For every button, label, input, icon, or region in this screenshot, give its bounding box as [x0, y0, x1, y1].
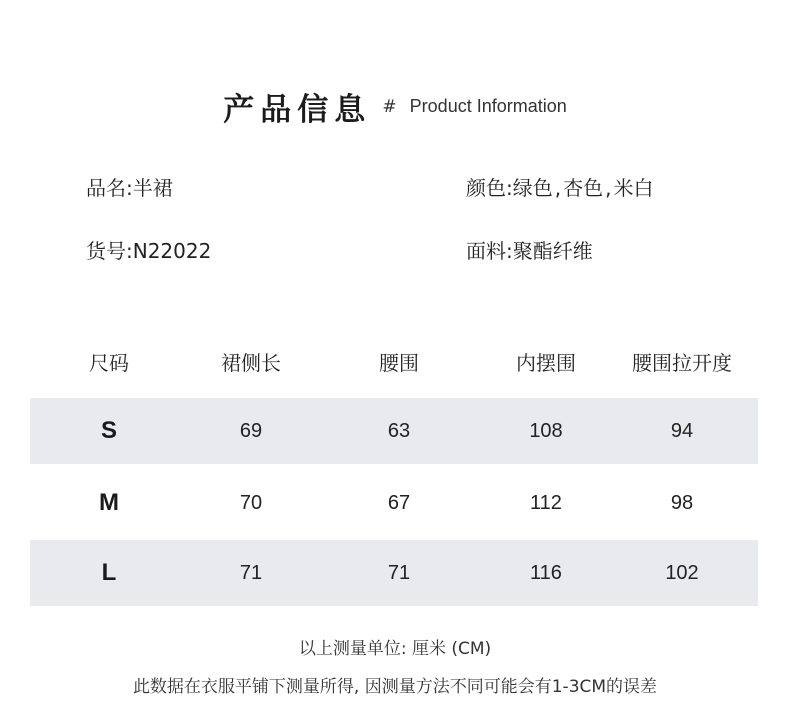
waist-stretch-cell: 98	[670, 491, 694, 514]
product-fabric-value: 聚酯纤维	[512, 239, 593, 263]
color-option: 米白	[613, 176, 654, 200]
title-chinese: 产品信息	[223, 92, 372, 128]
waist-cell: 67	[387, 491, 411, 514]
product-fabric	[466, 235, 593, 264]
skirt-length-cell: 71	[239, 561, 263, 584]
table-row	[30, 398, 758, 464]
hem-cell: 116	[530, 561, 562, 584]
product-name-value: 半裙	[132, 176, 173, 200]
measurement-disclaimer: 此数据在衣服平铺下测量所得, 因测量方法不同可能会有1-3CM的误差	[132, 677, 658, 697]
size-cell: S	[100, 417, 117, 444]
product-code-value: N22022	[132, 239, 212, 263]
header-size: 尺码	[89, 350, 129, 375]
skirt-length-cell: 69	[239, 419, 263, 442]
waist-cell: 71	[387, 561, 411, 584]
table-row	[30, 470, 758, 536]
header-waist: 腰围	[379, 350, 419, 375]
hem-cell: 108	[529, 419, 563, 442]
title-hash-symbol: #	[382, 96, 397, 117]
skirt-length-cell: 70	[239, 491, 263, 514]
header-hem: 内摆围	[516, 350, 576, 375]
color-separator: ,	[554, 176, 562, 200]
hem-cell: 112	[530, 491, 562, 514]
table-row	[30, 540, 758, 606]
waist-cell: 63	[387, 419, 411, 442]
product-fabric-label: 面料:	[466, 239, 513, 263]
size-table-header	[30, 344, 758, 378]
measurement-unit-note: 以上测量单位: 厘米 (CM)	[298, 639, 492, 659]
product-colors	[466, 172, 653, 201]
color-option: 杏色	[563, 176, 604, 200]
product-code-label: 货号:	[86, 239, 133, 263]
header-waist-stretch: 腰围拉开度	[632, 350, 732, 375]
size-cell: M	[99, 489, 119, 516]
header-skirt-length: 裙侧长	[221, 350, 281, 375]
color-separator: ,	[605, 176, 612, 200]
section-title	[0, 84, 790, 129]
product-code	[86, 235, 211, 264]
product-name-label: 品名:	[86, 176, 133, 200]
waist-stretch-cell: 102	[665, 561, 699, 584]
color-option: 绿色	[512, 176, 553, 200]
waist-stretch-cell: 94	[670, 419, 694, 442]
product-color-label: 颜色:	[466, 176, 513, 200]
product-name	[86, 172, 173, 201]
title-english: Product Information	[409, 96, 567, 116]
size-cell: L	[101, 559, 117, 586]
